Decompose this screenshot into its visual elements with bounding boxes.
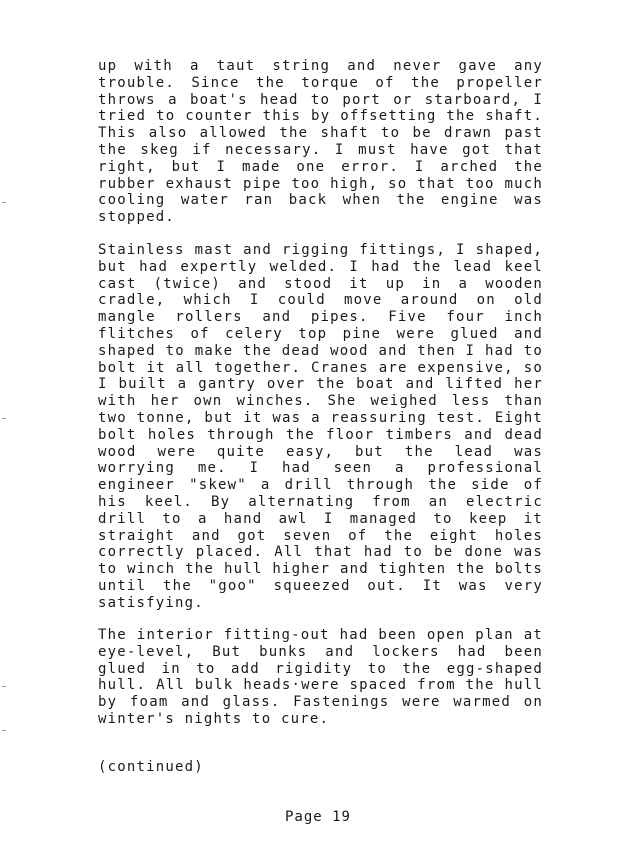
scan-margin-mark [2,202,6,203]
paragraph-keel-fittings: Stainless mast and rigging fittings, I shaped, but had expertly welded. I had the lead keel cast (twice) and stood it up in a wooden cradle, which I could move around on old mangle rollers and pipes. Five four inch flitches of celery top pine were glued and shaped to make the dead wood and then I had to bolt it all together. Cranes are expensive, so I built a gantry over the boat and lifted her with her own winches. She weighed less than two tonne, but it was a reassuring test. Eight bolt holes through the floor timbers and dead wood were quite easy, but the lead was worrying me. I had seen a professional engineer "skew" a drill through the side of his keel. By alternating from an electric drill to a hand awl I managed to keep it straight and got seven of the eight holes correctly placed. All that had to be done was to winch the hull higher and tighten the bolts until the "goo" squeezed out. It was very satisfying. [98,242,543,611]
page-number: Page 19 [284,809,351,825]
paragraph-propeller-shaft: up with a taut string and never gave any trouble. Since the torque of the propeller throws a boat's head to port or starboard, I tried to counter this by offsetting the shaft. This also allowed the shaft to be drawn past the skeg if necessary. I must have got that right, but I made one error. I arched the rubber exhaust pipe too high, so that too much cooling water ran back when the engine was stopped. [98,58,543,226]
scan-margin-mark [2,418,6,419]
paragraph-interior-fitting: The interior fitting-out had been open plan at eye-level, But bunks and lockers had been glued in to add rigidity to the egg-shaped hull. All bulk heads·were spaced from the hull by foam and glass. Fastenings were warmed on winter's nights to cure. [98,627,543,727]
continued-note: (continued) [98,759,204,775]
scan-margin-mark [2,730,6,731]
scan-margin-mark [2,686,6,687]
